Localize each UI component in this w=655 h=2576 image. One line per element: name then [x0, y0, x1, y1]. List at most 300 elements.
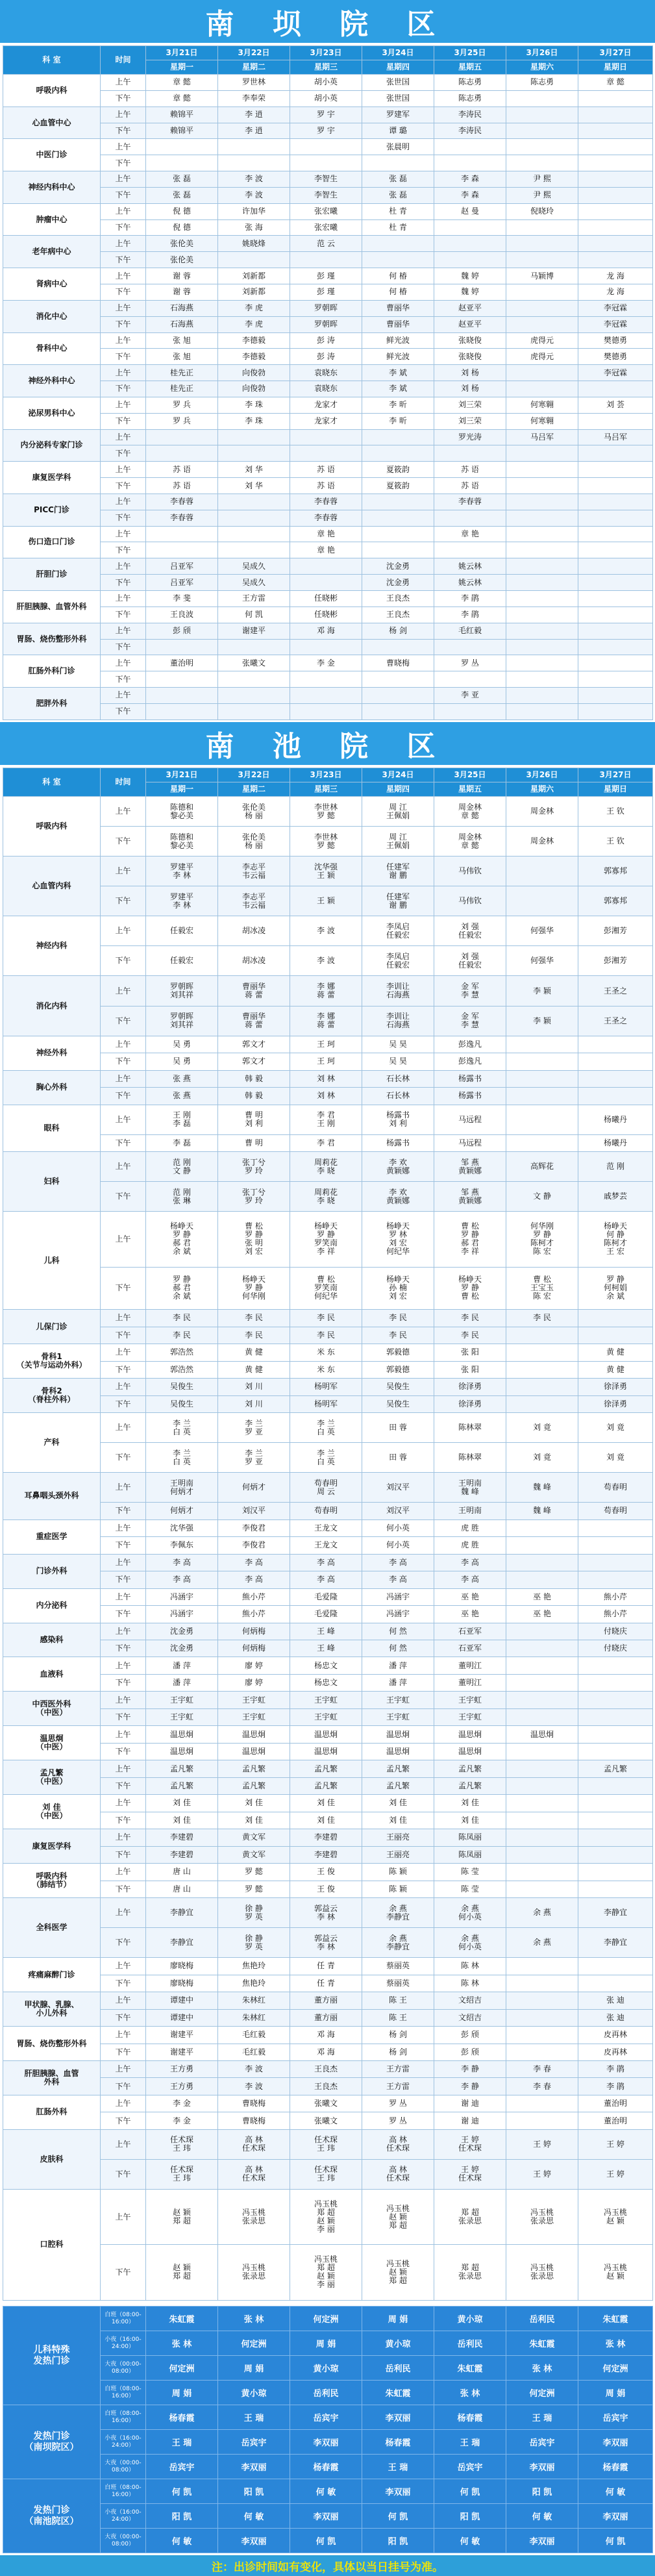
doctor-cell: 张 燕 [146, 1070, 218, 1087]
schedule-row [3, 1692, 653, 1708]
doctor-cell: 李春蓉 [290, 510, 362, 526]
doctor-cell: 龙家才 [290, 397, 362, 413]
doctor-cell: 李 森 [434, 171, 506, 188]
doctor-cell: 何 然 [362, 1623, 434, 1640]
doctor-cell: 刘 竟 [506, 1443, 578, 1473]
schedule-row [3, 494, 653, 510]
doctor-cell: 黄 健 [218, 1361, 290, 1378]
doctor-cell: 李俊君 [218, 1519, 290, 1536]
doctor-cell: 罗 宇 [290, 106, 362, 123]
doctor-cell: 王良杰 [362, 606, 434, 623]
session-period: 上午 [101, 916, 146, 946]
doctor-cell: 苏 语 [146, 478, 218, 494]
doctor-cell: 焦艳玲 [218, 1958, 290, 1975]
doctor-cell: 周金林 [506, 797, 578, 827]
schedule-row [3, 106, 653, 123]
doctor-cell: 陈 林 [434, 1975, 506, 1992]
doctor-cell: 刘 华 [218, 478, 290, 494]
doctor-cell [506, 1743, 578, 1760]
doctor-cell: 董治明 [146, 655, 218, 671]
doctor-cell: 谢 蓉 [146, 284, 218, 300]
doctor-cell: 李 君 王 刚 [290, 1105, 362, 1134]
doctor-cell: 李 波 [290, 946, 362, 976]
schedule-row [3, 2060, 653, 2077]
doctor-cell: 罗 兵 [146, 397, 218, 413]
doctor-cell: 余 燕 何小英 [434, 1898, 506, 1928]
schedule-row [3, 1036, 653, 1053]
schedule-row [3, 1212, 653, 1267]
doctor-cell: 孟凡繁 [218, 1760, 290, 1777]
doctor-cell: 吴 勇 [146, 1053, 218, 1070]
doctor-cell: 李涛民 [434, 123, 506, 139]
doctor-cell: 苟春明 [578, 1473, 653, 1503]
doctor-cell [218, 703, 290, 719]
doctor-cell [362, 252, 434, 268]
schedule-row [3, 1760, 653, 1777]
doctor-cell: 马吕军 [578, 429, 653, 445]
doctor-cell: 李 森 [434, 187, 506, 203]
doctor-cell: 沈华强 王 颖 [290, 857, 362, 886]
doctor-cell: 任术琛 王 玮 [146, 2159, 218, 2189]
schedule-row [3, 2159, 653, 2189]
doctor-cell: 李 虎 [218, 316, 290, 332]
department-name: 门诊外科 [3, 1554, 101, 1588]
doctor-cell [578, 106, 653, 123]
session-period: 上午 [101, 2095, 146, 2112]
doctor-cell: 任术琛 王 玮 [290, 2159, 362, 2189]
doctor-cell [146, 155, 218, 171]
department-name: 神经外科 [3, 1036, 101, 1070]
doctor-cell [506, 1105, 578, 1134]
session-period: 下午 [101, 187, 146, 203]
session-period: 下午 [101, 542, 146, 558]
doctor-cell: 李 高 [290, 1571, 362, 1588]
schedule-row [3, 1881, 653, 1897]
doctor-cell: 廖晓梅 [146, 1975, 218, 1992]
schedule-row [3, 1310, 653, 1327]
session-period: 下午 [101, 703, 146, 719]
doctor-cell [362, 639, 434, 655]
doctor-cell: 田 蓉 [362, 1413, 434, 1443]
schedule-row [3, 575, 653, 591]
duty-doctor-cell: 岳利民 [506, 2307, 578, 2331]
doctor-cell: 巫 艳 [506, 1606, 578, 1623]
doctor-cell: 李 民 [218, 1327, 290, 1344]
schedule-row [3, 1992, 653, 2009]
doctor-cell: 任毅宏 [146, 916, 218, 946]
doctor-cell: 苟春明 [578, 1503, 653, 1519]
duty-doctor-cell: 阳 凯 [362, 2529, 434, 2553]
doctor-cell: 杨明军 [290, 1395, 362, 1412]
doctor-cell [506, 526, 578, 542]
doctor-cell: 张 迪 [578, 2009, 653, 2026]
campus-title: 南 池 院 区 [205, 730, 450, 763]
doctor-cell [218, 445, 290, 462]
doctor-cell: 李建碧 [146, 1846, 218, 1863]
doctor-cell: 袁晓东 [290, 365, 362, 381]
doctor-cell: 李志平 韦云福 [218, 857, 290, 886]
department-name: 耳鼻咽头颈外科 [3, 1473, 101, 1520]
doctor-cell: 何小英 [362, 1537, 434, 1554]
doctor-cell: 龙 海 [578, 268, 653, 284]
doctor-cell: 李智生 [290, 187, 362, 203]
doctor-cell: 刘 竟 [506, 1413, 578, 1443]
campus-banner-nanba [0, 0, 655, 43]
schedule-row [3, 1829, 653, 1846]
doctor-cell: 温思炯 [290, 1726, 362, 1743]
duty-doctor-cell: 岳利民 [434, 2331, 506, 2356]
session-period: 下午 [101, 1443, 146, 1473]
doctor-cell: 谭建中 [146, 2009, 218, 2026]
schedule-row [3, 1070, 653, 1087]
doctor-cell: 余 燕 李静宜 [362, 1898, 434, 1928]
doctor-cell: 彭 颀 [434, 2027, 506, 2044]
doctor-cell [290, 445, 362, 462]
schedule-row [3, 2112, 653, 2129]
doctor-cell: 张 磊 [146, 187, 218, 203]
doctor-cell: 冯玉桃 张录思 [218, 2190, 290, 2245]
doctor-cell [218, 526, 290, 542]
doctor-cell: 何 然 [362, 1640, 434, 1657]
doctor-cell: 黄 健 [578, 1361, 653, 1378]
doctor-cell: 石海燕 [146, 300, 218, 316]
session-period: 上午 [101, 558, 146, 575]
weekday-header: 星期日 [578, 782, 653, 797]
doctor-cell: 刘 佳 [362, 1795, 434, 1812]
doctor-cell: 刘 佳 [434, 1795, 506, 1812]
doctor-cell [578, 1777, 653, 1794]
session-period: 下午 [101, 1182, 146, 1212]
doctor-cell: 周金林 章 懿 [434, 797, 506, 827]
date-header: 3月26日 [506, 46, 578, 60]
session-period: 上午 [101, 797, 146, 827]
doctor-cell: 高辉花 [506, 1152, 578, 1182]
weekday-header: 星期日 [578, 60, 653, 75]
department-name: 泌尿男科中心 [3, 397, 101, 429]
doctor-cell: 孟凡繁 [362, 1777, 434, 1794]
doctor-cell: 曹 松 罗 静 张 明 刘 宏 [218, 1212, 290, 1267]
doctor-cell: 任建军 谢 鹏 [362, 857, 434, 886]
session-period: 下午 [101, 1674, 146, 1691]
doctor-cell [506, 1395, 578, 1412]
shift-time: 大夜（00:00-08:00） [101, 2455, 146, 2479]
session-period: 上午 [101, 655, 146, 671]
doctor-cell [506, 478, 578, 494]
doctor-cell: 虎 胜 [434, 1537, 506, 1554]
doctor-cell [146, 542, 218, 558]
doctor-cell: 曹丽华 蒋 蕾 [218, 976, 290, 1006]
session-period: 上午 [101, 1829, 146, 1846]
doctor-cell: 苟春明 周 云 [290, 1473, 362, 1503]
doctor-cell [362, 510, 434, 526]
doctor-cell: 刘 佳 [218, 1795, 290, 1812]
doctor-cell: 刘 佳 [146, 1795, 218, 1812]
campus-banner-nanchi [0, 722, 655, 765]
department-name: 眼科 [3, 1105, 101, 1152]
doctor-cell: 李德毅 [218, 332, 290, 349]
schedule-row [3, 558, 653, 575]
doctor-cell: 邓 海 [290, 2027, 362, 2044]
session-period: 上午 [101, 1864, 146, 1881]
schedule-row [3, 1640, 653, 1657]
doctor-cell: 杨 剑 [362, 2027, 434, 2044]
doctor-cell: 冯玉桃 张录思 [218, 2245, 290, 2300]
session-period: 下午 [101, 575, 146, 591]
session-period: 下午 [101, 349, 146, 365]
department-name: 口腔科 [3, 2190, 101, 2301]
schedule-row [3, 1182, 653, 1212]
doctor-cell: 陈 颖 [362, 1864, 434, 1881]
schedule-row [3, 1105, 653, 1134]
doctor-cell: 王宇虹 [146, 1692, 218, 1708]
doctor-cell [218, 542, 290, 558]
session-period: 下午 [101, 2245, 146, 2300]
doctor-cell [578, 1674, 653, 1691]
duty-doctor-cell: 黄小琼 [362, 2331, 434, 2356]
shift-time: 白班（08:00-16:00） [101, 2405, 146, 2430]
schedule-row [3, 316, 653, 332]
doctor-cell: 罗朝晖 [290, 316, 362, 332]
doctor-cell: 吴 昊 [362, 1053, 434, 1070]
doctor-cell: 何华刚 罗 静 陈柯才 陈 宏 [506, 1212, 578, 1267]
doctor-cell: 张 磊 [362, 187, 434, 203]
doctor-cell: 李 静 [434, 2078, 506, 2095]
doctor-cell: 董明江 [434, 1657, 506, 1674]
duty-doctor-cell: 李双丽 [290, 2504, 362, 2529]
doctor-cell: 赵 颖 郑 超 [146, 2190, 218, 2245]
doctor-cell: 邹 燕 黄颖娜 [434, 1152, 506, 1182]
doctor-cell: 李 民 [434, 1327, 506, 1344]
doctor-cell [506, 219, 578, 236]
doctor-cell: 何寒翱 [506, 397, 578, 413]
doctor-cell: 李 春 [506, 2078, 578, 2095]
doctor-cell: 张 燕 [146, 1088, 218, 1105]
duty-doctor-cell: 李双丽 [362, 2479, 434, 2504]
doctor-cell: 章 懿 [146, 75, 218, 91]
doctor-cell [362, 703, 434, 719]
session-period: 上午 [101, 1992, 146, 2009]
doctor-cell: 樊德勇 [578, 349, 653, 365]
schedule-row [3, 397, 653, 413]
doctor-cell: 王 婷 [578, 2159, 653, 2189]
doctor-cell: 章 艳 [290, 526, 362, 542]
doctor-cell: 李 高 [146, 1554, 218, 1571]
duty-doctor-cell: 岳宾宇 [146, 2455, 218, 2479]
schedule-row [3, 1928, 653, 1958]
shift-time: 小夜（16:00-24:00） [101, 2430, 146, 2455]
schedule-row [3, 75, 653, 91]
doctor-cell: 李 波 [218, 187, 290, 203]
duty-doctor-cell: 杨春霞 [146, 2405, 218, 2430]
doctor-cell [146, 639, 218, 655]
doctor-cell: 杨露书 [434, 1088, 506, 1105]
doctor-cell: 谢建平 [218, 623, 290, 639]
doctor-cell: 杨曦丹 [578, 1105, 653, 1134]
doctor-cell: 余 燕 何小英 [434, 1928, 506, 1958]
doctor-cell [578, 1571, 653, 1588]
session-period: 上午 [101, 591, 146, 607]
doctor-cell: 倪晓玲 [506, 203, 578, 219]
doctor-cell: 王明南 [434, 1503, 506, 1519]
doctor-cell: 王宇虹 [146, 1708, 218, 1725]
duty-doctor-cell: 黄小琼 [434, 2307, 506, 2331]
doctor-cell: 谢建平 [146, 2044, 218, 2060]
schedule-row [3, 1344, 653, 1361]
doctor-cell: 温思炯 [362, 1726, 434, 1743]
schedule-row [3, 445, 653, 462]
doctor-cell: 李静宜 [146, 1928, 218, 1958]
doctor-cell: 刘三荣 [434, 413, 506, 429]
doctor-cell: 刘 杨 [434, 381, 506, 397]
doctor-cell: 尹 熙 [506, 171, 578, 188]
session-period: 上午 [101, 1898, 146, 1928]
doctor-cell: 巫 艳 [434, 1588, 506, 1605]
department-name: 中医门诊 [3, 139, 101, 171]
doctor-cell [578, 623, 653, 639]
department-name: 儿科 [3, 1212, 101, 1310]
doctor-cell: 罗 静 郝 君 余 斌 [146, 1267, 218, 1310]
doctor-cell: 章 懿 [578, 75, 653, 91]
fever-shift-row [3, 2307, 653, 2331]
duty-doctor-cell: 李双丽 [506, 2529, 578, 2553]
doctor-cell [506, 542, 578, 558]
doctor-cell: 任 青 [290, 1958, 362, 1975]
session-period: 上午 [101, 1070, 146, 1087]
session-period: 下午 [101, 381, 146, 397]
doctor-cell: 王 婷 [578, 2129, 653, 2159]
doctor-cell: 倪 德 [146, 203, 218, 219]
duty-doctor-cell: 阳 凯 [218, 2479, 290, 2504]
duty-doctor-cell: 李双丽 [578, 2504, 653, 2529]
fever-shift-row [3, 2331, 653, 2356]
department-name: 心血管内科 [3, 857, 101, 916]
schedule-row [3, 90, 653, 106]
session-period: 下午 [101, 1975, 146, 1992]
doctor-cell [434, 139, 506, 155]
doctor-cell: 杨明军 [290, 1379, 362, 1395]
session-period: 上午 [101, 623, 146, 639]
doctor-cell: 吴 昊 [362, 1036, 434, 1053]
doctor-cell [434, 155, 506, 171]
doctor-cell [218, 139, 290, 155]
date-header-row [3, 768, 653, 782]
schedule-row [3, 1443, 653, 1473]
doctor-cell: 陈 林 [434, 1958, 506, 1975]
doctor-cell: 潘 萍 [146, 1657, 218, 1674]
schedule-row [3, 1777, 653, 1794]
schedule-row [3, 1571, 653, 1588]
session-period: 下午 [101, 1881, 146, 1897]
weekday-header: 星期二 [218, 60, 290, 75]
doctor-cell [578, 478, 653, 494]
session-period: 下午 [101, 1134, 146, 1151]
doctor-cell: 刘 竟 [578, 1413, 653, 1443]
doctor-cell: 曹晓梅 [218, 2112, 290, 2129]
duty-doctor-cell: 杨春霞 [434, 2405, 506, 2430]
department-name: 康复医学科 [3, 1829, 101, 1864]
doctor-cell: 虎得元 [506, 332, 578, 349]
doctor-cell [578, 510, 653, 526]
doctor-cell [506, 1640, 578, 1657]
doctor-cell: 曹丽华 蒋 蕾 [218, 1006, 290, 1036]
doctor-cell: 何 凯 [218, 606, 290, 623]
doctor-cell [290, 575, 362, 591]
schedule-row [3, 2009, 653, 2026]
session-period: 下午 [101, 1361, 146, 1378]
fever-clinic-table [3, 2306, 653, 2553]
session-period: 下午 [101, 606, 146, 623]
doctor-cell: 王龙文 [290, 1519, 362, 1536]
doctor-cell: 潘 萍 [362, 1657, 434, 1674]
doctor-cell: 冯玉桃 郑 超 赵 颖 李 丽 [290, 2190, 362, 2245]
doctor-cell: 罗朝晖 [290, 300, 362, 316]
session-period: 下午 [101, 316, 146, 332]
doctor-cell: 李世林 罗 懿 [290, 797, 362, 827]
doctor-cell [506, 575, 578, 591]
doctor-cell [506, 123, 578, 139]
doctor-cell: 朱林红 [218, 1992, 290, 2009]
doctor-cell [362, 155, 434, 171]
doctor-cell: 彭 瑾 [290, 268, 362, 284]
doctor-cell [362, 671, 434, 688]
department-name: 孟凡繁 （中医） [3, 1760, 101, 1795]
session-period: 上午 [101, 1344, 146, 1361]
doctor-cell: 冯涵宇 [362, 1606, 434, 1623]
doctor-cell: 何 椿 [362, 284, 434, 300]
weekday-header: 星期三 [290, 782, 362, 797]
schedule-row [3, 591, 653, 607]
doctor-cell: 刘 佳 [290, 1795, 362, 1812]
weekday-header: 星期四 [362, 782, 434, 797]
doctor-cell: 杨峥天 罗 林 刘 宏 何纪华 [362, 1212, 434, 1267]
doctor-cell [506, 1829, 578, 1846]
doctor-cell: 焦艳玲 [218, 1975, 290, 1992]
session-period: 下午 [101, 219, 146, 236]
duty-doctor-cell: 岳宾宇 [578, 2405, 653, 2430]
doctor-cell: 何寒翱 [506, 413, 578, 429]
duty-doctor-cell: 黄小琼 [290, 2356, 362, 2381]
doctor-cell: 孟凡繁 [218, 1777, 290, 1794]
doctor-cell: 王龙文 [290, 1537, 362, 1554]
duty-doctor-cell: 张 林 [434, 2381, 506, 2405]
doctor-cell [506, 236, 578, 252]
doctor-cell: 冯玉桃 张录思 [506, 2190, 578, 2245]
doctor-cell: 王 婷 任术琛 [434, 2159, 506, 2189]
doctor-cell: 杜 青 [362, 219, 434, 236]
doctor-cell: 周莉花 李 晓 [290, 1152, 362, 1182]
doctor-cell [506, 1958, 578, 1975]
duty-doctor-cell: 何 敏 [506, 2504, 578, 2529]
doctor-cell: 沈金勇 [146, 1623, 218, 1640]
doctor-cell: 刘 佳 [434, 1812, 506, 1829]
department-name: 中西医外科 （中医） [3, 1692, 101, 1726]
doctor-cell: 李智生 [290, 171, 362, 188]
doctor-cell: 桂先正 [146, 381, 218, 397]
doctor-cell: 李 金 [146, 2095, 218, 2112]
doctor-cell: 潘 萍 [362, 1674, 434, 1691]
doctor-cell: 李 珠 [218, 397, 290, 413]
session-period: 下午 [101, 1606, 146, 1623]
doctor-cell: 樊德勇 [578, 332, 653, 349]
doctor-cell [578, 575, 653, 591]
doctor-cell: 李 兰 罗 亚 [218, 1443, 290, 1473]
doctor-cell: 韩 毅 [218, 1088, 290, 1105]
dept-column-header: 科 室 [3, 768, 101, 797]
date-header: 3月25日 [434, 768, 506, 782]
doctor-cell: 黄 健 [218, 1344, 290, 1361]
doctor-cell: 李 金 [146, 2112, 218, 2129]
doctor-cell: 李 波 [218, 171, 290, 188]
